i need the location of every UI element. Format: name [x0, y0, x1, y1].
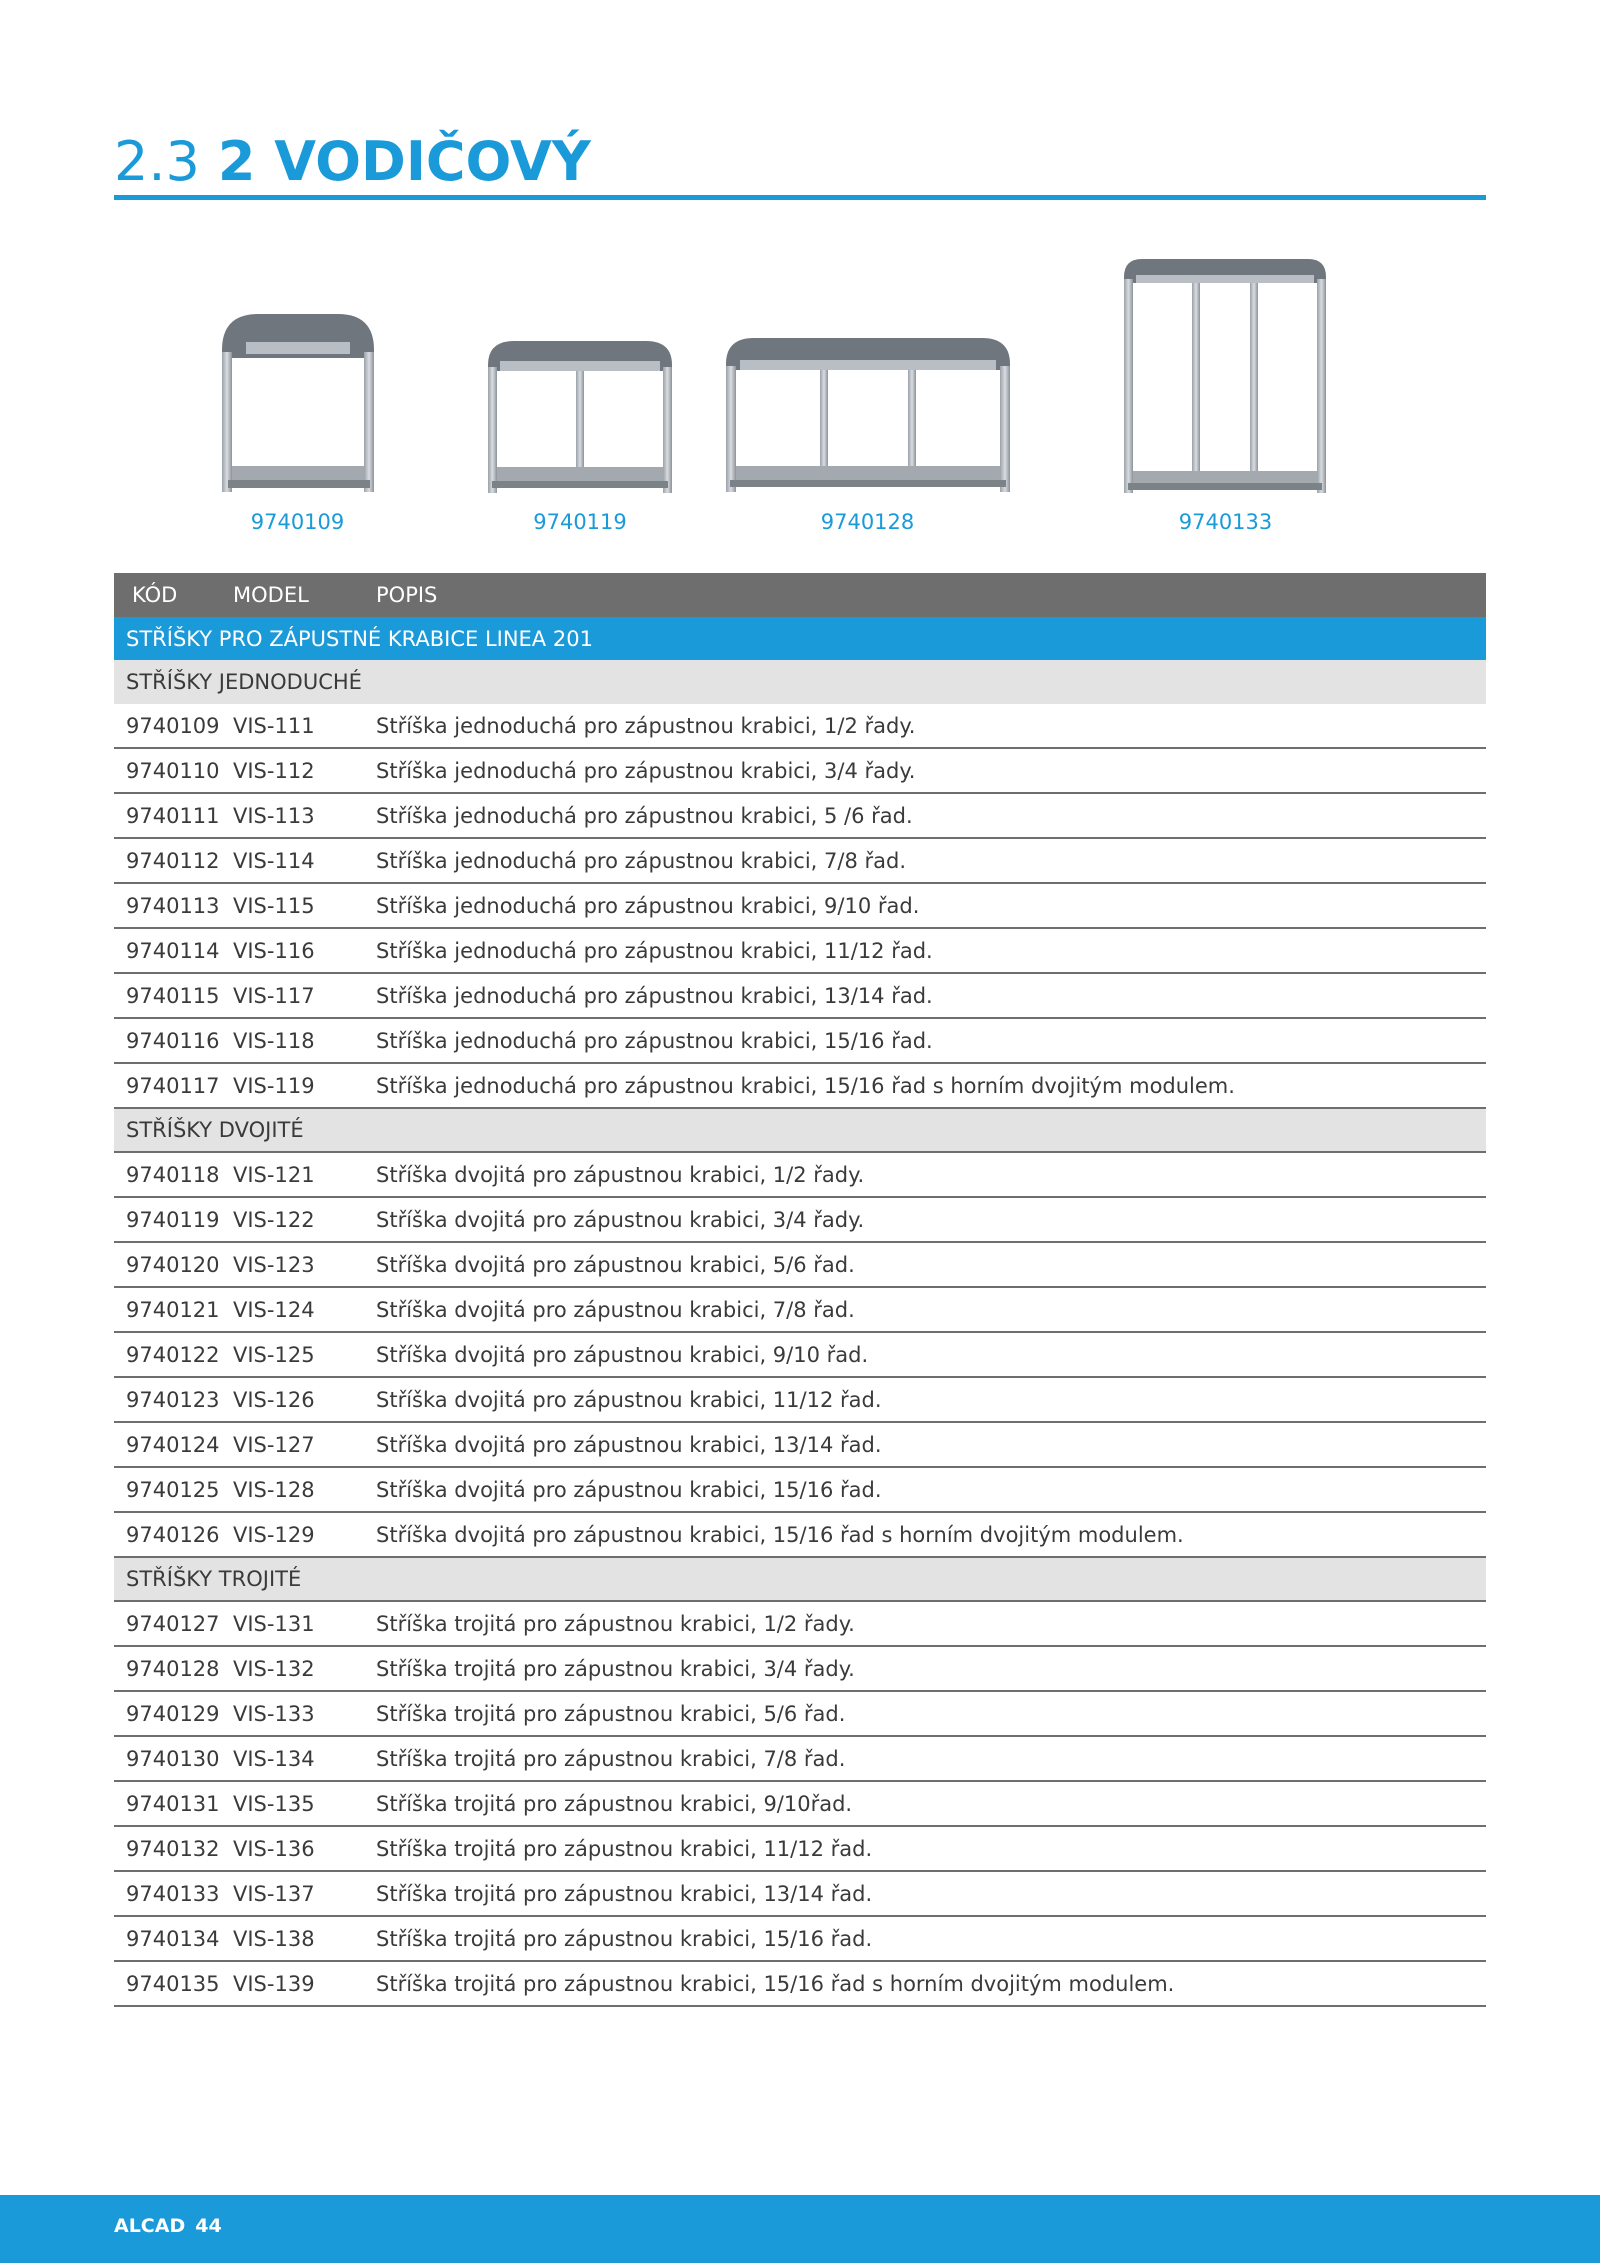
table-row: [114, 704, 1486, 749]
cell-model: VIS-137: [233, 1881, 315, 1906]
cell-model: VIS-116: [233, 938, 315, 963]
footer-text: [114, 2215, 222, 2237]
product-code: 9740133: [1178, 510, 1273, 534]
cell-code: 9740116: [126, 1028, 220, 1053]
product-card: [480, 335, 680, 534]
table-row: [114, 1064, 1486, 1109]
cell-description: Stříška trojitá pro zápustnou krabici, 3/4 řady.: [376, 1656, 855, 1681]
table-row: [114, 1647, 1486, 1692]
cell-description: Stříška trojitá pro zápustnou krabici, 9/10řad.: [376, 1791, 853, 1816]
cell-description: Stříška jednoduchá pro zápustnou krabici, 7/8 řad.: [376, 848, 907, 873]
table-row: [114, 1692, 1486, 1737]
cell-description: Stříška trojitá pro zápustnou krabici, 5/6 řad.: [376, 1701, 846, 1726]
page-title: [114, 130, 591, 194]
header-description: POPIS: [376, 583, 438, 607]
cell-description: Stříška jednoduchá pro zápustnou krabici, 11/12 řad.: [376, 938, 933, 963]
cell-code: 9740114: [126, 938, 220, 963]
cell-code: 9740111: [126, 803, 220, 828]
cell-description: Stříška dvojitá pro zápustnou krabici, 15/16 řad.: [376, 1477, 882, 1502]
cell-description: Stříška trojitá pro zápustnou krabici, 15/16 řad s horním dvojitým modulem.: [376, 1971, 1175, 1996]
cell-description: Stříška trojitá pro zápustnou krabici, 11/12 řad.: [376, 1836, 873, 1861]
cell-description: Stříška dvojitá pro zápustnou krabici, 5/6 řad.: [376, 1252, 855, 1277]
cell-description: Stříška dvojitá pro zápustnou krabici, 13/14 řad.: [376, 1432, 882, 1457]
cell-model: VIS-126: [233, 1387, 315, 1412]
table-row: [114, 1872, 1486, 1917]
product-code: 9740128: [820, 510, 915, 534]
cell-code: 9740123: [126, 1387, 220, 1412]
table-row: [114, 794, 1486, 839]
cell-model: VIS-123: [233, 1252, 315, 1277]
header-code: KÓD: [132, 583, 178, 607]
cell-code: 9740120: [126, 1252, 220, 1277]
cell-code: 9740113: [126, 893, 220, 918]
table-row: [114, 1513, 1486, 1558]
cell-code: 9740121: [126, 1297, 220, 1322]
triple-module-canopy-icon: [720, 330, 1015, 500]
cell-description: Stříška jednoduchá pro zápustnou krabici, 15/16 řad s horním dvojitým modulem.: [376, 1073, 1235, 1098]
section-title: 2 VODIČOVÝ: [217, 130, 591, 193]
table-row: [114, 1288, 1486, 1333]
cell-model: VIS-115: [233, 893, 315, 918]
table-row: [114, 1468, 1486, 1513]
table-row: [114, 929, 1486, 974]
cell-model: VIS-125: [233, 1342, 315, 1367]
table-row: [114, 749, 1486, 794]
table-row: [114, 1827, 1486, 1872]
cell-model: VIS-118: [233, 1028, 315, 1053]
cell-model: VIS-121: [233, 1162, 315, 1187]
table-row: [114, 1782, 1486, 1827]
cell-description: Stříška jednoduchá pro zápustnou krabici, 5 /6 řad.: [376, 803, 913, 828]
cell-model: VIS-119: [233, 1073, 315, 1098]
single-module-canopy-icon: [208, 300, 388, 500]
double-module-canopy-icon: [480, 335, 680, 500]
cell-description: Stříška jednoduchá pro zápustnou krabici, 1/2 řady.: [376, 713, 916, 738]
table-row: [114, 1737, 1486, 1782]
table-group-title: STŘÍŠKY TROJITÉ: [114, 1558, 1486, 1602]
cell-description: Stříška jednoduchá pro zápustnou krabici, 9/10 řad.: [376, 893, 920, 918]
table-row: [114, 1243, 1486, 1288]
cell-model: VIS-117: [233, 983, 315, 1008]
table-row: [114, 1333, 1486, 1378]
footer-brand: ALCAD: [114, 2215, 186, 2237]
cell-code: 9740109: [126, 713, 220, 738]
cell-description: Stříška trojitá pro zápustnou krabici, 1/2 řady.: [376, 1611, 855, 1636]
product-code: 9740119: [533, 510, 627, 534]
table-row: [114, 1602, 1486, 1647]
cell-model: VIS-138: [233, 1926, 315, 1951]
cell-code: 9740131: [126, 1791, 220, 1816]
cell-code: 9740119: [126, 1207, 220, 1232]
table-row: [114, 974, 1486, 1019]
section-number: 2.3: [114, 130, 200, 193]
cell-model: VIS-127: [233, 1432, 315, 1457]
cell-description: Stříška dvojitá pro zápustnou krabici, 3/4 řady.: [376, 1207, 865, 1232]
cell-code: 9740115: [126, 983, 220, 1008]
cell-description: Stříška dvojitá pro zápustnou krabici, 15/16 řad s horním dvojitým modulem.: [376, 1522, 1184, 1547]
table-row: [114, 1153, 1486, 1198]
cell-code: 9740124: [126, 1432, 220, 1457]
product-card: [1118, 255, 1333, 534]
cell-description: Stříška dvojitá pro zápustnou krabici, 7/8 řad.: [376, 1297, 855, 1322]
table-row: [114, 1019, 1486, 1064]
table-row: [114, 884, 1486, 929]
cell-model: VIS-113: [233, 803, 315, 828]
cell-model: VIS-135: [233, 1791, 315, 1816]
product-card: [720, 330, 1015, 534]
cell-code: 9740125: [126, 1477, 220, 1502]
cell-code: 9740135: [126, 1971, 220, 1996]
cell-description: Stříška dvojitá pro zápustnou krabici, 9/10 řad.: [376, 1342, 869, 1367]
cell-model: VIS-134: [233, 1746, 315, 1771]
cell-model: VIS-128: [233, 1477, 315, 1502]
cell-description: Stříška trojitá pro zápustnou krabici, 7/8 řad.: [376, 1746, 846, 1771]
table-group-title: STŘÍŠKY JEDNODUCHÉ: [114, 660, 1486, 704]
title-underline: [114, 195, 1486, 200]
cell-code: 9740129: [126, 1701, 220, 1726]
table-body: [114, 660, 1486, 2007]
table-row: [114, 1917, 1486, 1962]
cell-model: VIS-122: [233, 1207, 315, 1232]
cell-model: VIS-139: [233, 1971, 315, 1996]
cell-code: 9740134: [126, 1926, 220, 1951]
cell-model: VIS-124: [233, 1297, 315, 1322]
cell-code: 9740128: [126, 1656, 220, 1681]
table-row: [114, 1962, 1486, 2007]
cell-model: VIS-132: [233, 1656, 315, 1681]
table-row: [114, 839, 1486, 884]
product-table: [114, 573, 1486, 2007]
tall-triple-canopy-icon: [1118, 255, 1333, 500]
cell-model: VIS-112: [233, 758, 315, 783]
cell-model: VIS-111: [233, 713, 315, 738]
cell-description: Stříška jednoduchá pro zápustnou krabici, 3/4 řady.: [376, 758, 916, 783]
cell-code: 9740126: [126, 1522, 220, 1547]
cell-code: 9740110: [126, 758, 220, 783]
cell-description: Stříška trojitá pro zápustnou krabici, 15/16 řad.: [376, 1926, 873, 1951]
cell-code: 9740132: [126, 1836, 220, 1861]
cell-description: Stříška jednoduchá pro zápustnou krabici, 13/14 řad.: [376, 983, 933, 1008]
cell-description: Stříška jednoduchá pro zápustnou krabici, 15/16 řad.: [376, 1028, 933, 1053]
cell-code: 9740127: [126, 1611, 220, 1636]
cell-code: 9740118: [126, 1162, 220, 1187]
cell-description: Stříška dvojitá pro zápustnou krabici, 11/12 řad.: [376, 1387, 882, 1412]
cell-code: 9740112: [126, 848, 220, 873]
cell-model: VIS-133: [233, 1701, 315, 1726]
header-model: MODEL: [233, 583, 309, 607]
cell-description: Stříška dvojitá pro zápustnou krabici, 1/2 řady.: [376, 1162, 865, 1187]
cell-model: VIS-129: [233, 1522, 315, 1547]
cell-code: 9740122: [126, 1342, 220, 1367]
cell-model: VIS-131: [233, 1611, 315, 1636]
table-row: [114, 1198, 1486, 1243]
page-number: 44: [195, 2215, 222, 2237]
table-header: [114, 573, 1486, 617]
product-code: 9740109: [250, 510, 345, 534]
cell-code: 9740117: [126, 1073, 220, 1098]
footer-bar: [0, 2195, 1600, 2263]
table-section-title: STŘÍŠKY PRO ZÁPUSTNÉ KRABICE LINEA 201: [114, 617, 1486, 660]
product-card: [200, 300, 395, 534]
cell-code: 9740133: [126, 1881, 220, 1906]
cell-model: VIS-136: [233, 1836, 315, 1861]
cell-model: VIS-114: [233, 848, 315, 873]
cell-description: Stříška trojitá pro zápustnou krabici, 13/14 řad.: [376, 1881, 873, 1906]
table-row: [114, 1378, 1486, 1423]
table-group-title: STŘÍŠKY DVOJITÉ: [114, 1109, 1486, 1153]
table-row: [114, 1423, 1486, 1468]
cell-code: 9740130: [126, 1746, 220, 1771]
